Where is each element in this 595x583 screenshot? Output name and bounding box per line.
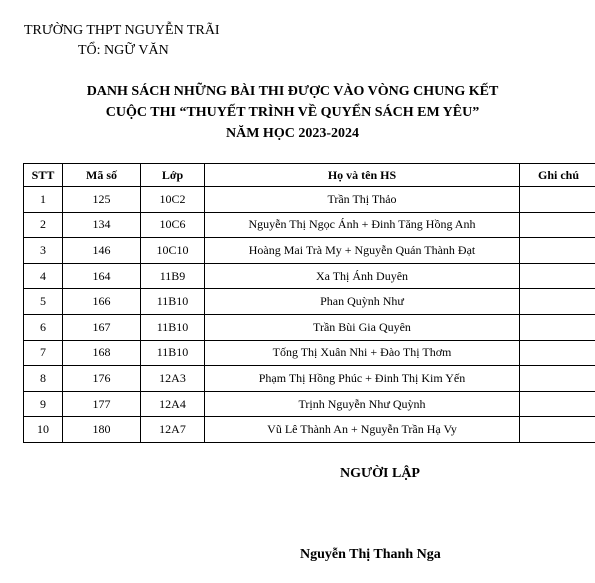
cell-code: 166 [63, 289, 141, 315]
cell-stt: 1 [24, 187, 63, 213]
cell-stt: 4 [24, 263, 63, 289]
cell-code: 125 [63, 187, 141, 213]
table-row [24, 417, 595, 443]
cell-student-name: Trịnh Nguyễn Như Quỳnh [205, 391, 520, 417]
cell-note [520, 187, 595, 213]
table-row [24, 340, 595, 366]
document-title-line-3: NĂM HỌC 2023-2024 [226, 126, 359, 141]
table-row [24, 187, 595, 213]
document-title-line-1: DANH SÁCH NHỮNG BÀI THI ĐƯỢC VÀO VÒNG CHUNG KẾT [86, 84, 499, 99]
column-header-class: Lớp [141, 164, 205, 187]
cell-note [520, 366, 595, 392]
cell-stt: 2 [24, 212, 63, 238]
table-row [24, 314, 595, 340]
cell-note [520, 238, 595, 264]
table-row [24, 391, 595, 417]
cell-student-name: Xa Thị Ánh Duyên [205, 263, 520, 289]
cell-note [520, 212, 595, 238]
cell-code: 177 [63, 391, 141, 417]
cell-note [520, 289, 595, 315]
cell-code: 164 [63, 263, 141, 289]
cell-student-name: Trần Thị Thảo [205, 187, 520, 213]
cell-class: 11B10 [141, 314, 205, 340]
cell-note [520, 314, 595, 340]
cell-stt: 6 [24, 314, 63, 340]
cell-code: 146 [63, 238, 141, 264]
column-header-code: Mã số [63, 164, 141, 187]
cell-stt: 7 [24, 340, 63, 366]
cell-class: 11B10 [141, 289, 205, 315]
creator-label: NGƯỜI LẬP [340, 466, 420, 481]
school-name: TRƯỜNG THPT NGUYỄN TRÃI [24, 23, 220, 38]
cell-stt: 3 [24, 238, 63, 264]
cell-class: 11B9 [141, 263, 205, 289]
creator-name: Nguyễn Thị Thanh Nga [300, 547, 441, 562]
table-row [24, 212, 595, 238]
cell-class: 10C10 [141, 238, 205, 264]
cell-note [520, 417, 595, 443]
document-title-line-2: CUỘC THI “THUYẾT TRÌNH VỀ QUYỂN SÁCH EM YÊU” [105, 105, 480, 120]
cell-stt: 5 [24, 289, 63, 315]
cell-class: 10C2 [141, 187, 205, 213]
cell-class: 11B10 [141, 340, 205, 366]
cell-student-name: Phan Quỳnh Như [205, 289, 520, 315]
cell-student-name: Hoàng Mai Trà My + Nguyễn Quán Thành Đạt [205, 238, 520, 264]
cell-note [520, 340, 595, 366]
cell-student-name: Vũ Lê Thành An + Nguyễn Trần Hạ Vy [205, 417, 520, 443]
table-row [24, 238, 595, 264]
cell-code: 180 [63, 417, 141, 443]
department-name: TỔ: NGỮ VĂN [78, 43, 169, 58]
cell-note [520, 263, 595, 289]
cell-code: 167 [63, 314, 141, 340]
cell-stt: 9 [24, 391, 63, 417]
cell-code: 176 [63, 366, 141, 392]
column-header-note: Ghi chú [520, 164, 595, 187]
cell-student-name: Phạm Thị Hồng Phúc + Đinh Thị Kim Yến [205, 366, 520, 392]
table-row [24, 366, 595, 392]
table-row [24, 289, 595, 315]
cell-note [520, 391, 595, 417]
cell-stt: 10 [24, 417, 63, 443]
table-row [24, 263, 595, 289]
cell-student-name: Tống Thị Xuân Nhi + Đào Thị Thơm [205, 340, 520, 366]
cell-class: 10C6 [141, 212, 205, 238]
column-header-student-name: Họ và tên HS [205, 164, 520, 187]
table-header-row [24, 164, 595, 187]
finalist-table [23, 163, 595, 443]
column-header-stt: STT [24, 164, 63, 187]
cell-student-name: Trần Bùi Gia Quyên [205, 314, 520, 340]
cell-code: 134 [63, 212, 141, 238]
cell-code: 168 [63, 340, 141, 366]
cell-class: 12A7 [141, 417, 205, 443]
cell-class: 12A4 [141, 391, 205, 417]
cell-student-name: Nguyễn Thị Ngọc Ánh + Đinh Tăng Hồng Anh [205, 212, 520, 238]
cell-stt: 8 [24, 366, 63, 392]
cell-class: 12A3 [141, 366, 205, 392]
